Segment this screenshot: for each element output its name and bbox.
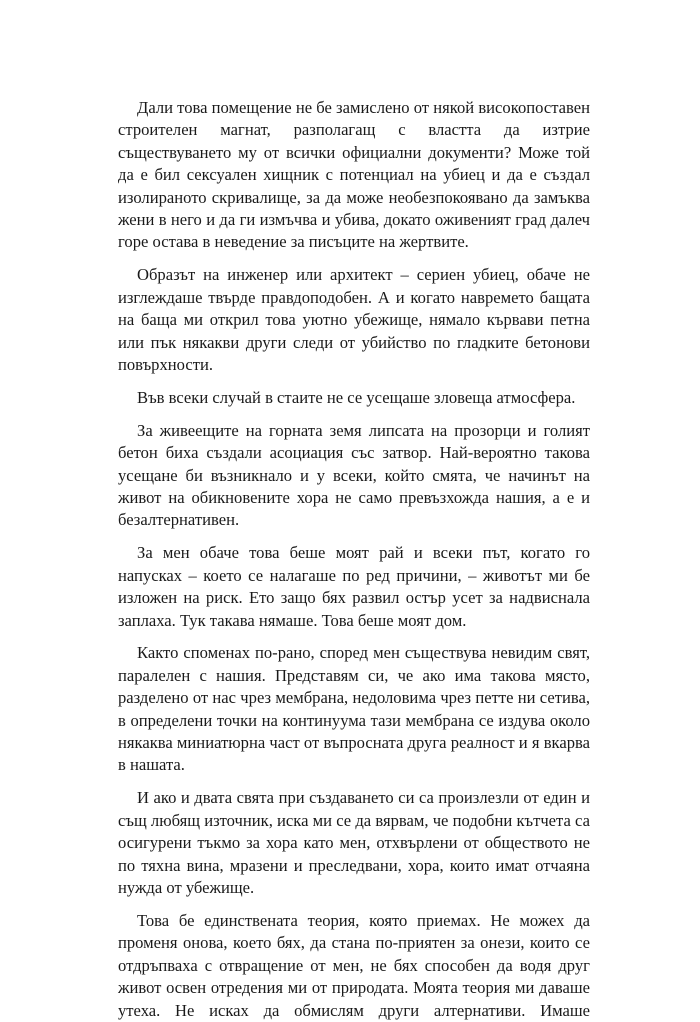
paragraph-4: За живеещите на горната земя липсата на прозорци и голият бетон биха създали асоциация със затвор. Най-вероятно такова усещане би възникнало и у всеки, който смята, че начинът на живот на обикновените хора не само превъзхожда нашия, а е и безалтернативен. [118, 420, 590, 530]
paragraph-7: И ако и двата свята при създаването си са произлезли от един и същ любящ източник, иска ми се да вярвам, че подобни кътчета са осигурени тъкмо за хора като мен, отхвърлени от обществото не по тяхна вина, мразени и преследвани, хора, които имат отчаяна нужда от убежище. [118, 788, 590, 897]
paragraph-1: Дали това помещение не бе замислено от някой високопоставен строителен магнат, разполагащ с властта да изтрие съществуването му от всички официални документи? Може той да е бил сексуален хищник с потенциал на убиец и да е създал изолираното скривалище, за да може необезпокоявано да замъква жени в него и да ги измъчва и убива, докато оживеният град далеч горе остава в неведение за писъците на жертвите. [118, 98, 590, 252]
paragraph-5: За мен обаче това беше моят рай и всеки път, когато го напусках – което се налагаше по ред причини, – животът ми бе изложен на риск. Ето защо бях развил остър усет за надвиснала заплаха. Тук такава нямаше. Това беше моят дом. [118, 543, 590, 630]
paragraph-8: Това бе единствената теория, която приемах. Не можех да променя онова, което бях, да стана по-приятен за онези, които се отдръпваха с отвращение от мен, не бях способен да водя друг живот освен отредения ми от природата. Моята теория ми даваше утеха. Не исках да обмислям други алтернативи. Имаше [118, 910, 590, 1020]
paragraph-2: Образът на инженер или архитект – сериен убиец, обаче не изглеждаше твърде правдоподобен. А и когато навремето бащата на баща ми открил това уютно убежище, нямало кървави петна или пък някакви други следи от убийство по гладките бетонови повърхности. [118, 265, 590, 374]
page-text [118, 97, 590, 1022]
paragraph-3: Във всеки случай в стаите не се усещаше зловеща атмосфера. [137, 387, 576, 407]
paragraph-6: Както споменах по-рано, според мен съществува невидим свят, паралелен с нашия. Представям си, че ако има такова място, разделено от нас чрез мембрана, недоловима чрез петте ни сетива, в определени точки на континуума тази мембрана се издува около някаква миниатюрна част от въпросната друга реалност и я вкарва в нашата. [118, 643, 590, 775]
